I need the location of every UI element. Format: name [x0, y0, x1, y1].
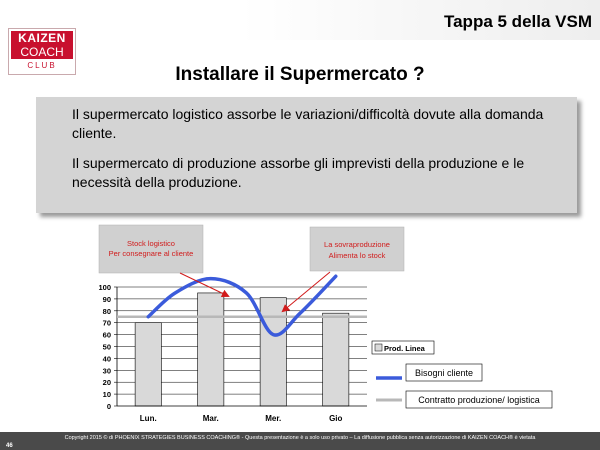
- callout-left-line1: Stock logistico: [127, 239, 175, 248]
- y-tick-label: 60: [102, 330, 111, 340]
- x-tick-label: Mar.: [202, 414, 219, 423]
- callout-right-box: [310, 227, 404, 271]
- x-tick-label: Gio: [329, 414, 343, 423]
- y-tick-label: 20: [102, 378, 111, 388]
- y-tick-label: 100: [98, 283, 111, 292]
- paragraph-1: Il supermercato logistico assorbe le variazioni/difficoltà dovute alla domanda cliente.: [72, 106, 544, 141]
- logo-line1: KAIZEN: [11, 31, 73, 45]
- legend-label-bisogni: Bisogni cliente: [414, 368, 474, 378]
- logo-line3: CLUB: [27, 61, 57, 70]
- x-tick-label: Mer.: [265, 414, 282, 423]
- y-tick-labels: [98, 283, 117, 411]
- logo-line2: COACH: [11, 45, 73, 59]
- footer-copyright: Copyright 2015 © di PHOENIX STRATEGIES BUSINESS COACHING® - Questa presentazione è a solo uso privato – La diffusione pubblica senza autorizzazione di KAIZEN COACH® è vietata: [64, 435, 536, 441]
- legend-swatch-prod-linea: [375, 344, 382, 351]
- y-tick-label: 50: [102, 342, 111, 352]
- legend-label-contratto: Contratto produzione/ logistica: [418, 395, 540, 405]
- y-tick-label: 80: [102, 306, 111, 316]
- y-tick-label: 30: [102, 366, 111, 376]
- bisogni-cliente-curve: [148, 276, 336, 335]
- x-tick-labels: [140, 414, 343, 423]
- bar: [135, 323, 161, 406]
- callout-right-line1: La sovraproduzione: [324, 240, 390, 249]
- callout-right-line2: Alimenta lo stock: [328, 251, 386, 260]
- y-tick-label: 90: [102, 294, 111, 304]
- y-tick-label: 0: [106, 402, 111, 411]
- bar: [260, 298, 286, 406]
- slide-header-title: Tappa 5 della VSM: [443, 12, 592, 31]
- y-tick-label: 10: [102, 390, 111, 400]
- paragraph-2: Il supermercato di produzione assorbe gli imprevisti della produzione e le necessità della produzione.: [72, 155, 525, 190]
- page-number: 46: [6, 443, 13, 449]
- legend-label-prod-linea: Prod. Linea: [384, 344, 425, 353]
- bars: [135, 293, 349, 406]
- x-tick-label: Lun.: [139, 414, 157, 423]
- bar: [323, 313, 349, 406]
- y-tick-label: 70: [102, 318, 111, 328]
- bar: [198, 293, 224, 406]
- y-tick-label: 40: [102, 354, 111, 364]
- slide-title: Installare il Supermercato ?: [175, 64, 425, 85]
- callout-left-line2: Per consegnare al cliente: [108, 249, 194, 258]
